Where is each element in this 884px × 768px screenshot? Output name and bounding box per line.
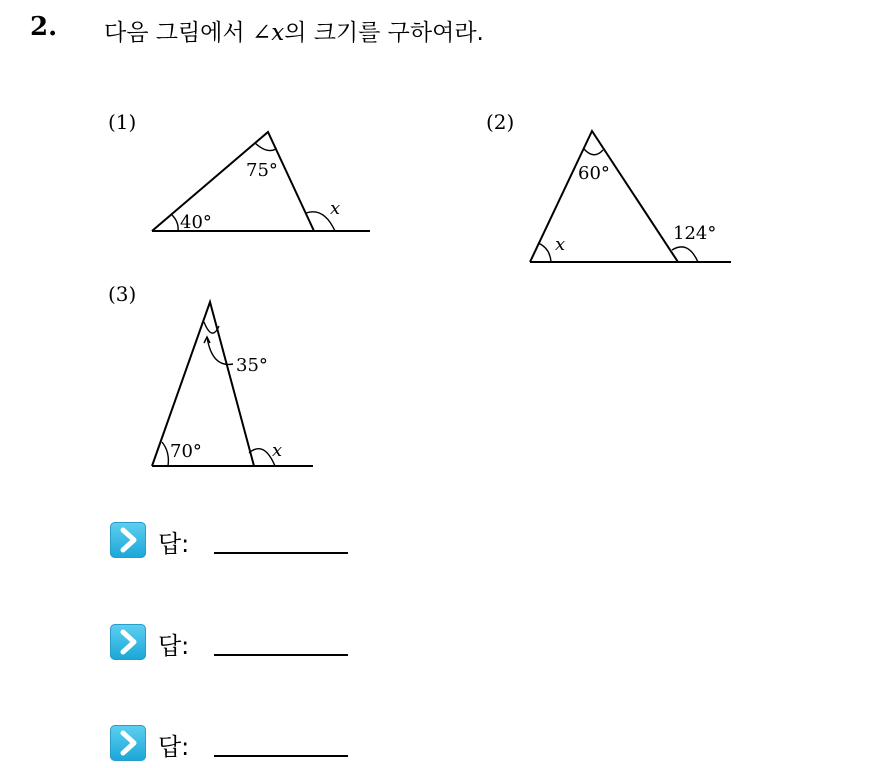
figure-3-angle-x: x [272,440,283,461]
figure-1-label: (1) [108,110,137,134]
figure-2-angle-x: x [555,234,566,255]
figure-2-label: (2) [486,110,515,134]
answer-blank[interactable] [214,552,348,554]
figure-2-angle-exterior: 124° [673,223,717,244]
figure-1-angle-left: 40° [180,212,212,233]
figure-3-angle-left: 70° [170,441,202,462]
angle-symbol: ∠x [251,20,285,46]
answer-blank[interactable] [214,755,348,757]
figure-3-label: (3) [108,282,137,306]
question-text-after: 의 크기를 구하여라. [284,20,484,46]
figure-1-arc-left [172,215,178,231]
figure-3-triangle [152,302,254,466]
chevron-right-icon [110,522,146,558]
figure-3-arc-left [162,442,168,466]
question-number: 2. [30,12,58,42]
figure-2-arc-top [584,149,603,155]
figure-1-angle-top: 75° [246,160,278,181]
figure-1-triangle [152,132,314,231]
chevron-right-icon [110,725,146,761]
figure-1-angle-x: x [330,198,341,219]
figure-2-angle-top: 60° [578,163,610,184]
figure-2-arc-left [538,243,551,262]
question-text-before: 다음 그림에서 [104,20,252,46]
answer-label: 답: [158,632,190,660]
figure-3-angle-top: 35° [236,355,268,376]
answer-label: 답: [158,530,190,558]
chevron-right-icon [110,624,146,660]
answer-label: 답: [158,733,190,761]
answer-blank[interactable] [214,654,348,656]
figure-2-triangle [530,131,678,262]
